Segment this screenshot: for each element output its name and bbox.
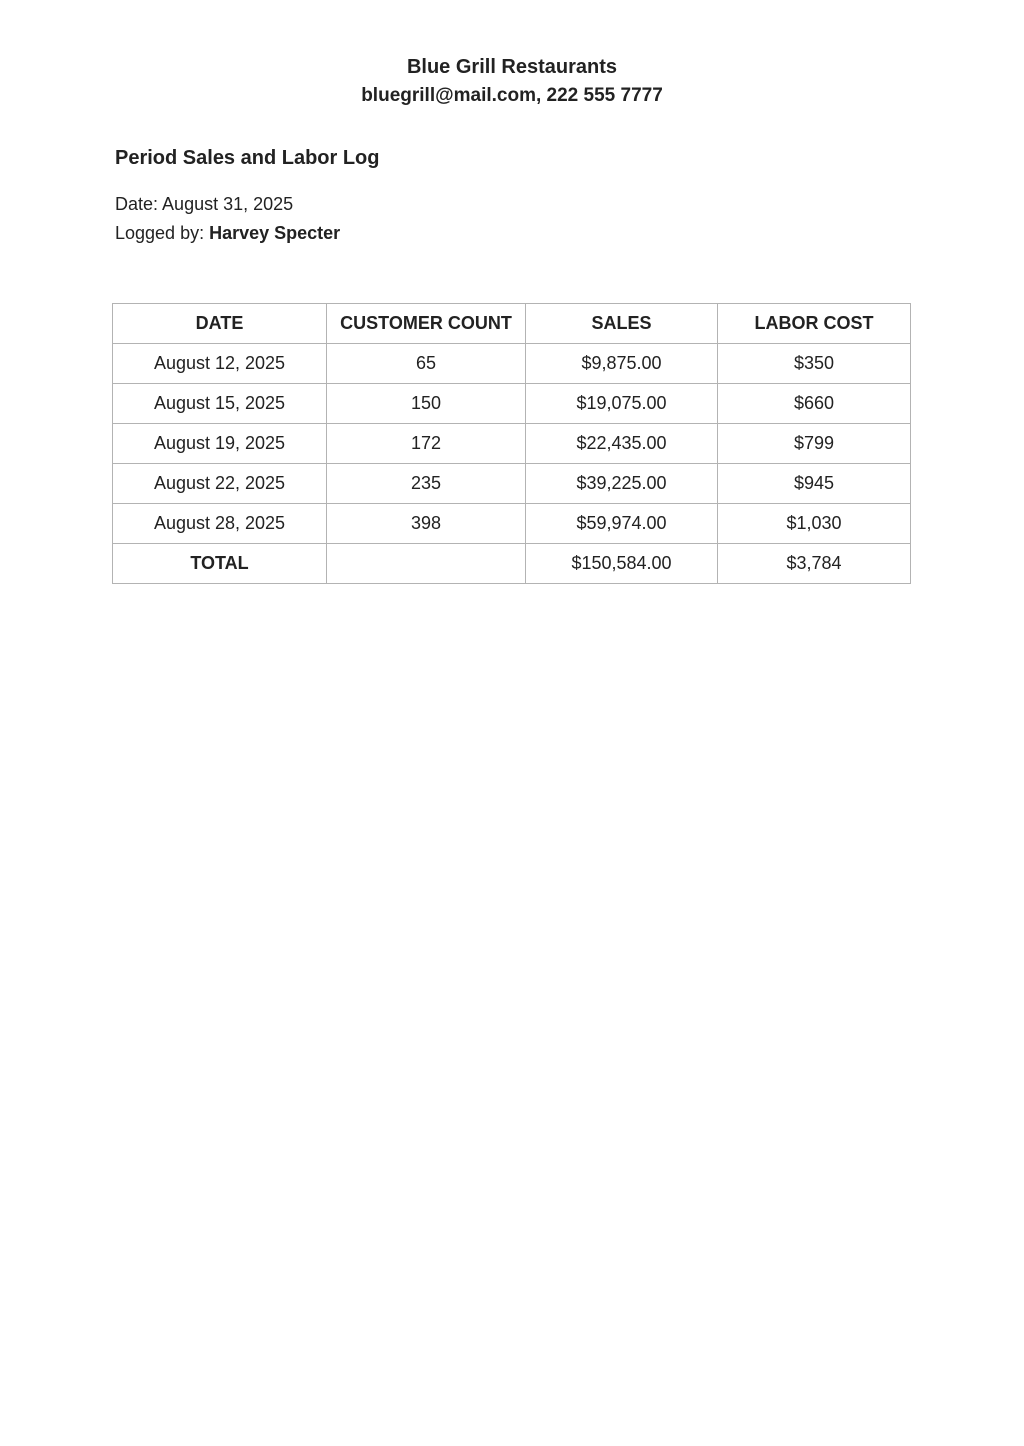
date-label: Date: — [115, 194, 159, 214]
header-date: DATE — [113, 304, 327, 344]
table-total-row — [113, 544, 911, 584]
document-header — [0, 54, 1024, 109]
date-line — [115, 190, 340, 219]
document-title: Period Sales and Labor Log — [115, 147, 380, 169]
cell-labor-cost: $1,030 — [718, 504, 911, 544]
total-sales: $150,584.00 — [526, 544, 718, 584]
cell-sales: $59,974.00 — [526, 504, 718, 544]
date-value: August 31, 2025 — [162, 194, 294, 214]
table-row — [113, 424, 911, 464]
cell-customer-count: 172 — [327, 424, 526, 464]
header-sales: SALES — [526, 304, 718, 344]
cell-customer-count: 235 — [327, 464, 526, 504]
total-customer-count — [327, 544, 526, 584]
table-row — [113, 384, 911, 424]
cell-labor-cost: $799 — [718, 424, 911, 464]
logged-by-value: Harvey Specter — [209, 223, 341, 243]
header-labor-cost: LABOR COST — [718, 304, 911, 344]
table-row — [113, 504, 911, 544]
cell-sales: $19,075.00 — [526, 384, 718, 424]
table-header-row — [113, 304, 911, 344]
company-contact: bluegrill@mail.com, 222 555 7777 — [361, 85, 663, 106]
cell-sales: $22,435.00 — [526, 424, 718, 464]
logged-by-line — [115, 219, 340, 248]
logged-by-label: Logged by: — [115, 223, 205, 243]
cell-date: August 28, 2025 — [113, 504, 327, 544]
total-label: TOTAL — [113, 544, 327, 584]
cell-date: August 15, 2025 — [113, 384, 327, 424]
company-name: Blue Grill Restaurants — [406, 56, 618, 78]
cell-customer-count: 65 — [327, 344, 526, 384]
cell-sales: $9,875.00 — [526, 344, 718, 384]
table-row — [113, 344, 911, 384]
cell-customer-count: 150 — [327, 384, 526, 424]
sales-labor-table — [112, 303, 911, 584]
cell-labor-cost: $660 — [718, 384, 911, 424]
cell-date: August 19, 2025 — [113, 424, 327, 464]
table-row — [113, 464, 911, 504]
cell-sales: $39,225.00 — [526, 464, 718, 504]
document-meta — [115, 190, 340, 248]
cell-customer-count: 398 — [327, 504, 526, 544]
cell-labor-cost: $945 — [718, 464, 911, 504]
header-customer-count: CUSTOMER COUNT — [327, 304, 526, 344]
cell-date: August 12, 2025 — [113, 344, 327, 384]
cell-labor-cost: $350 — [718, 344, 911, 384]
total-labor-cost: $3,784 — [718, 544, 911, 584]
cell-date: August 22, 2025 — [113, 464, 327, 504]
